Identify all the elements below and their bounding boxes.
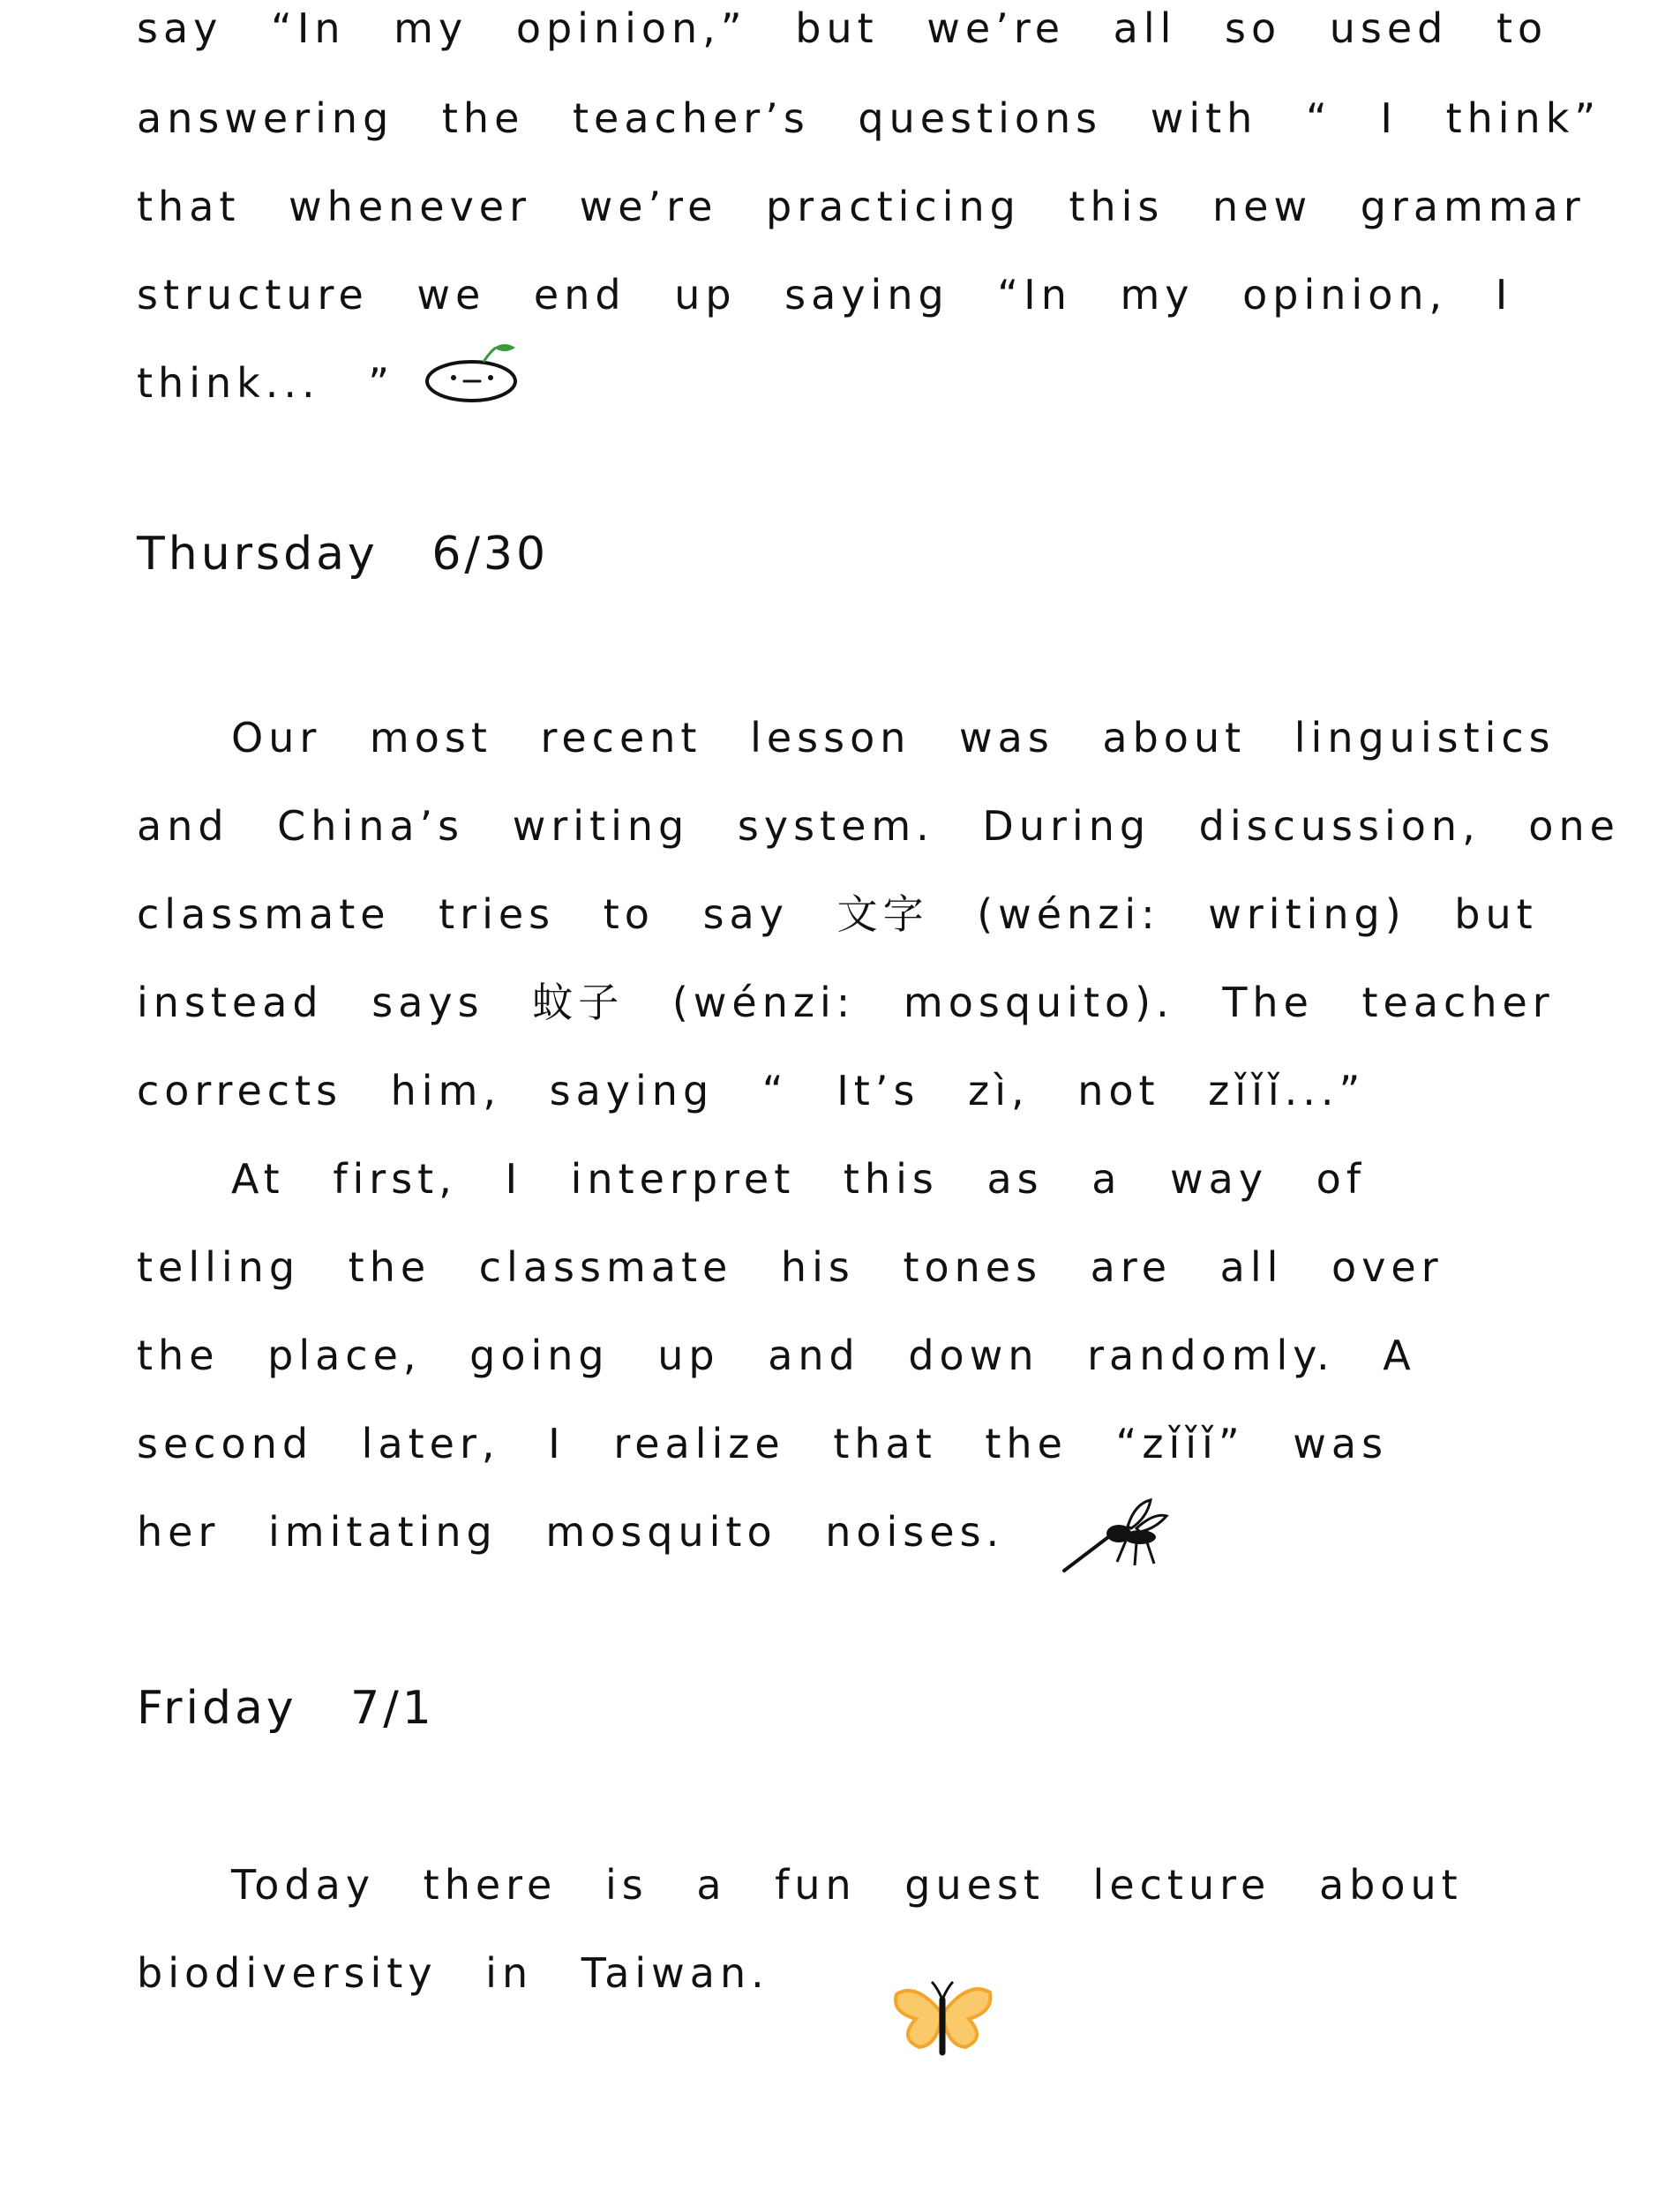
entry-heading-thursday: Thursday 6/30 xyxy=(137,528,550,581)
entry-line: At first, I interpret this as a way of xyxy=(231,1155,1367,1203)
butterfly-icon xyxy=(889,1977,995,2056)
entry-line: corrects him, saying “ It’s zì, not zǐǐǐ...” xyxy=(137,1067,1366,1114)
entry-line: telling the classmate his tones are all over xyxy=(137,1243,1444,1291)
entry-line: classmate tries to say 文字 (wénzi: writing) but xyxy=(137,890,1538,938)
entry-line: Our most recent lesson was about linguistics xyxy=(231,714,1556,762)
entry-line: her imitating mosquito noises. xyxy=(137,1508,1005,1556)
mosquito-icon xyxy=(1055,1491,1170,1579)
entry-line: Today there is a fun guest lecture about xyxy=(231,1861,1463,1909)
entry-line: second later, I realize that the “zǐǐǐ” was xyxy=(137,1420,1389,1467)
intro-line: say “In my opinion,” but we’re all so used to xyxy=(137,4,1549,52)
sprout-blob-icon xyxy=(420,339,526,409)
entry-line: and China’s writing system. During discussion, one xyxy=(137,802,1620,850)
intro-line: think... ” xyxy=(137,359,395,407)
entry-heading-friday: Friday 7/1 xyxy=(137,1682,435,1735)
intro-line: answering the teacher’s questions with “ I think” xyxy=(137,94,1601,142)
entry-line: the place, going up and down randomly. A xyxy=(137,1332,1416,1379)
intro-line: that whenever we’re practicing this new grammar xyxy=(137,183,1586,230)
entry-line: biodiversity in Taiwan. xyxy=(137,1949,769,1997)
entry-line: instead says 蚊子 (wénzi: mosquito). The teacher xyxy=(137,979,1555,1026)
intro-line: structure we end up saying “In my opinion, I xyxy=(137,271,1513,319)
